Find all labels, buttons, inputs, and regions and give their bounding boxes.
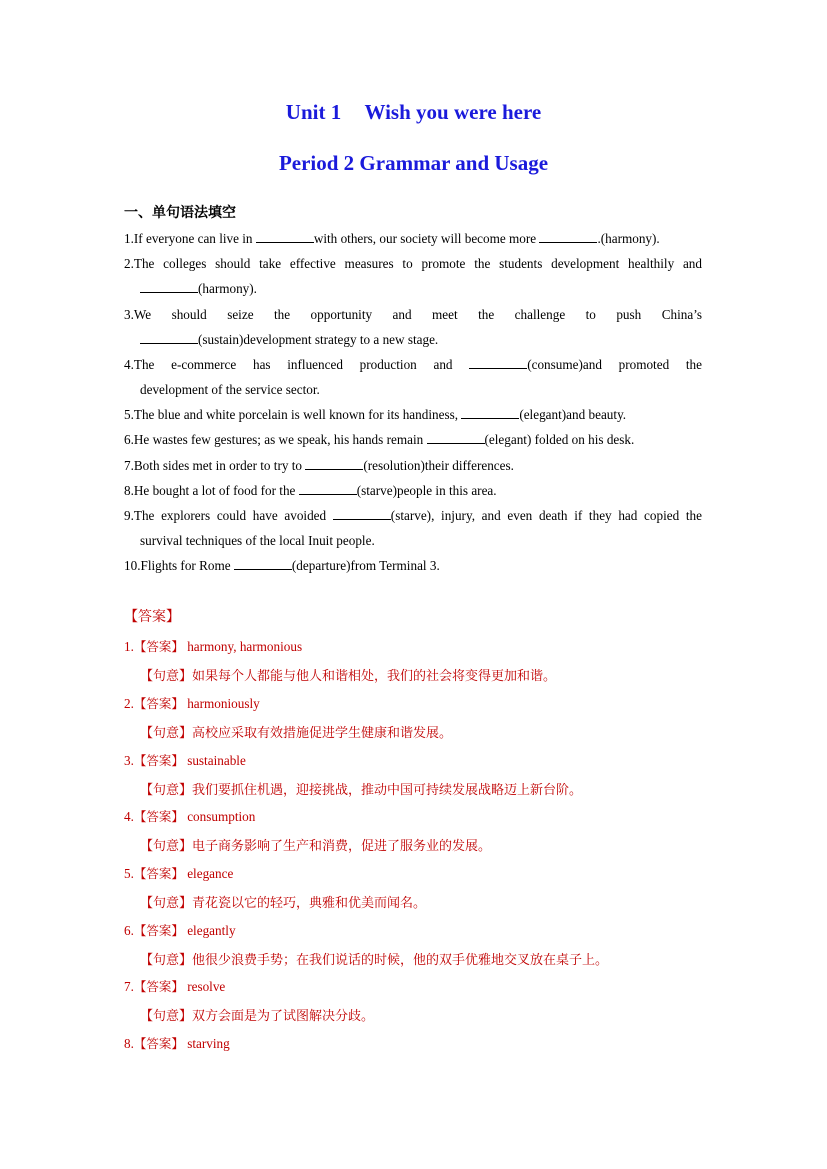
question-6: 6.He wastes few gestures; as we speak, his hands remain (elegant) folded on his desk. (124, 432, 635, 447)
question-7: 7.Both sides met in order to try to (resolution)their differences. (124, 458, 514, 473)
blank[interactable] (140, 280, 198, 293)
blank[interactable] (299, 482, 357, 495)
question-9: 9.The explorers could have avoided (starve), injury, and even death if they had copied the survival techniques of the local Inuit people. (124, 508, 702, 549)
blank[interactable] (427, 431, 485, 444)
question-10: 10.Flights for Rome (departure)from Terminal 3. (124, 558, 440, 573)
answer-5: 5.【答案】 elegance (124, 866, 234, 881)
meaning-2: 【句意】高校应采取有效措施促进学生健康和谐发展。 (140, 726, 453, 741)
question-4: 4.The e-commerce has influenced production and (consume)and promoted the development of the service sector. (124, 357, 702, 398)
answer-4: 4.【答案】 consumption (124, 809, 256, 824)
blank[interactable] (539, 230, 597, 243)
question-3: 3.We should seize the opportunity and meet the challenge to push China’s (sustain)development strategy to a new stage. (124, 307, 702, 348)
blank[interactable] (461, 406, 519, 419)
answer-1: 1.【答案】 harmony, harmonious (124, 639, 303, 654)
blank[interactable] (333, 507, 391, 520)
meaning-5: 【句意】青花瓷以它的轻巧，典雅和优美而闻名。 (140, 896, 427, 911)
question-5: 5.The blue and white porcelain is well known for its handiness, (elegant)and beauty. (124, 407, 627, 422)
question-1: 1.If everyone can live in with others, our society will become more .(harmony). (124, 231, 660, 246)
blank[interactable] (140, 331, 198, 344)
blank[interactable] (305, 457, 363, 470)
answer-7: 7.【答案】 resolve (124, 979, 226, 994)
answer-2: 2.【答案】 harmoniously (124, 696, 260, 711)
answer-8: 8.【答案】 starving (124, 1036, 230, 1051)
meaning-3: 【句意】我们要抓住机遇，迎接挑战，推动中国可持续发展战略迈上新台阶。 (140, 783, 583, 798)
meaning-7: 【句意】双方会面是为了试图解决分歧。 (140, 1009, 375, 1024)
unit-name: Wish you were here (364, 100, 542, 124)
question-8: 8.He bought a lot of food for the (starve)people in this area. (124, 483, 497, 498)
answer-3: 3.【答案】 sustainable (124, 753, 246, 768)
answer-6: 6.【答案】 elegantly (124, 923, 236, 938)
meaning-4: 【句意】电子商务影响了生产和消费，促进了服务业的发展。 (140, 839, 492, 854)
meaning-1: 【句意】如果每个人都能与他人和谐相处，我们的社会将变得更加和谐。 (140, 669, 557, 684)
section-heading: 一、单句语法填空 (124, 205, 236, 221)
meaning-6: 【句意】他很少浪费手势；在我们说话的时候，他的双手优雅地交叉放在桌子上。 (140, 953, 609, 968)
period-title: Period 2 Grammar and Usage (278, 151, 549, 175)
blank[interactable] (256, 230, 314, 243)
blank[interactable] (234, 557, 292, 570)
answers-heading: 【答案】 (124, 609, 180, 625)
blank[interactable] (469, 356, 527, 369)
unit-title (0, 100, 827, 125)
question-2: 2.The colleges should take effective measures to promote the students development healthily and (harmony). (124, 256, 702, 297)
unit-number: Unit 1 (285, 100, 342, 124)
